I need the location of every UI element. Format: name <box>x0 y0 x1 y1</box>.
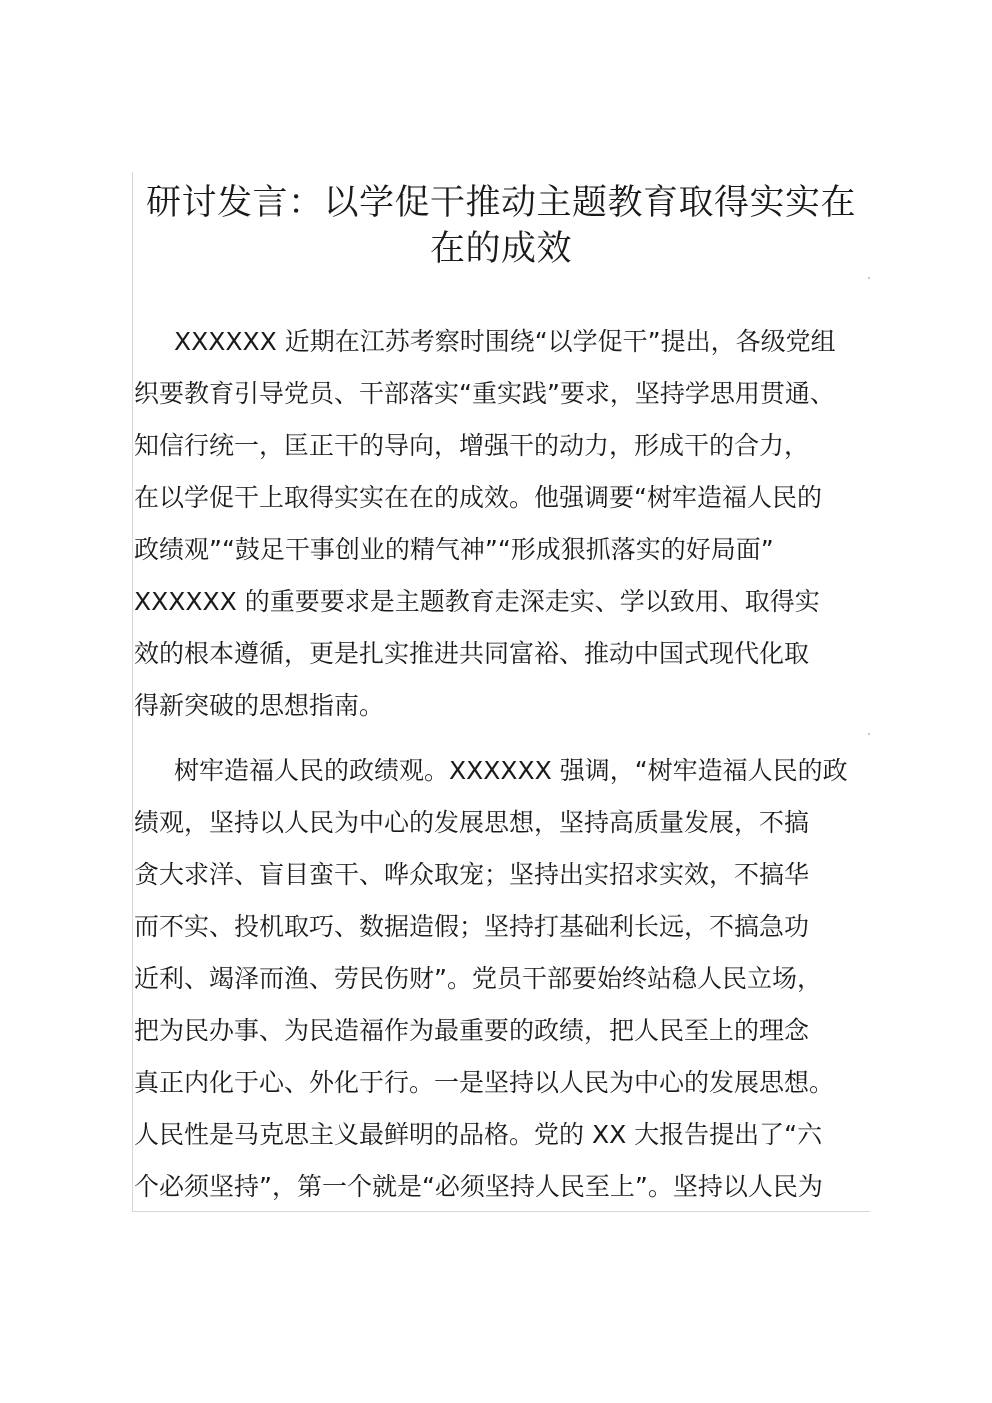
layout-mark <box>868 733 870 735</box>
paragraph-line: 知信行统一，匡正干的导向，增强干的动力，形成干的合力， <box>134 431 810 460</box>
paragraph-political-performance <box>134 745 874 1213</box>
paragraph-line: 贪大求洋、盲目蛮干、哗众取宠；坚持出实招求实效，不搞华 <box>134 860 810 889</box>
paragraph-line: 人民性是马克思主义最鲜明的品格。党的 XX 大报告提出了“六 <box>134 1120 823 1149</box>
paragraph-line: 得新突破的思想指南。 <box>134 691 385 720</box>
paragraph-line: 个必须坚持”，第一个就是“必须坚持人民至上”。坚持以人民为 <box>134 1172 823 1201</box>
paragraph-intro <box>134 316 874 732</box>
paragraph-line: 效的根本遵循，更是扎实推进共同富裕、推动中国式现代化取 <box>134 639 810 668</box>
paragraph-line: 把为民办事、为民造福作为最重要的政绩，把人民至上的理念 <box>134 1016 810 1045</box>
document-title <box>133 180 869 272</box>
title-line: 在的成效 <box>429 229 572 269</box>
paragraph-line: 政绩观”“鼓足干事创业的精气神”“形成狠抓落实的好局面” <box>134 535 774 564</box>
paragraph-line: 树牢造福人民的政绩观。XXXXXX 强调，“树牢造福人民的政 <box>174 756 848 785</box>
paragraph-line: XXXXXX 近期在江苏考察时围绕“以学促干”提出，各级党组 <box>174 327 836 356</box>
paragraph-line: 近利、竭泽而渔、劳民伤财”。党员干部要始终站稳人民立场， <box>134 964 822 993</box>
layout-mark <box>868 277 870 279</box>
paragraph-line: 在以学促干上取得实实在在的成效。他强调要“树牢造福人民的 <box>134 483 822 512</box>
paragraph-line: 织要教育引导党员、干部落实“重实践”要求，坚持学思用贯通、 <box>134 379 835 408</box>
title-line: 研讨发言：以学促干推动主题教育取得实实在 <box>145 183 856 223</box>
paragraph-line: 绩观，坚持以人民为中心的发展思想，坚持高质量发展，不搞 <box>134 808 810 837</box>
paragraph-line: 真正内化于心、外化于行。一是坚持以人民为中心的发展思想。 <box>134 1068 835 1097</box>
paragraph-line: 而不实、投机取巧、数据造假；坚持打基础利长远，不搞急功 <box>134 912 810 941</box>
paragraph-line: XXXXXX 的重要要求是主题教育走深走实、学以致用、取得实 <box>134 587 820 616</box>
